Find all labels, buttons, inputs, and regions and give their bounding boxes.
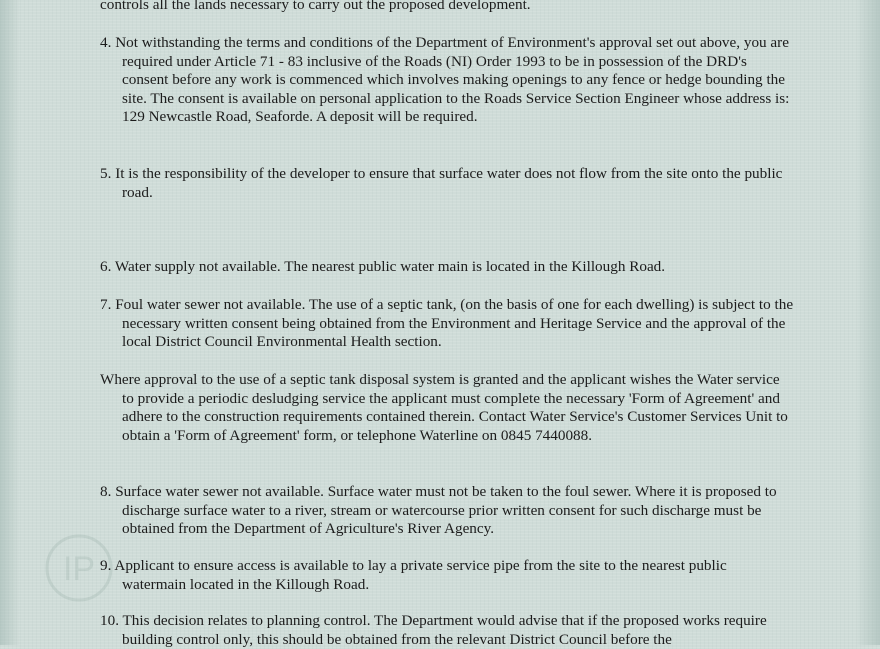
condition-number: 6.	[100, 258, 112, 275]
condition-9	[100, 557, 794, 594]
condition-number: 10.	[100, 612, 119, 629]
condition-number: 8.	[100, 483, 112, 500]
watermark-text: IP	[62, 550, 96, 588]
note-text: Where approval to the use of a septic tank disposal system is granted and the applicant wishes the Water service to provide a periodic desludging service the applicant must complete the necessary 'Form of Agreement' and adhere to the construction requirements contained therein. Contact Water Service's Customer Services Unit to obtain a 'Form of Agreement' form, or telephone Waterline on 0845 7440088.	[100, 371, 788, 444]
page-edge-right	[856, 0, 880, 645]
condition-text: Water supply not available. The nearest public water main is located in the Killough Road.	[114, 258, 666, 275]
condition-text: It is the responsibility of the developer to ensure that surface water does not flow from the site onto the public road.	[115, 165, 783, 201]
condition-6	[100, 258, 794, 277]
condition-number: 5.	[100, 165, 112, 182]
condition-text: Surface water sewer not available. Surface water must not be taken to the foul sewer. Where it is proposed to discharge surface water to a river, stream or watercourse prior written consent for such discharge must be obtained from the Department of Agriculture's River Agency.	[115, 483, 777, 538]
condition-text: This decision relates to planning control. The Department would advise that if the proposed works require building control only, this should be obtained from the relevant District Council before the	[122, 612, 767, 648]
condition-text: Not withstanding the terms and conditions of the Department of Environment's approval set out above, you are required under Article 71 - 83 inclusive of the Roads (NI) Order 1993 to be in possession of the DRD's consent before any work is commenced which involves making openings to any fence or hedge bounding the site. The consent is available on personal application to the Roads Service Section Engineer whose address is: 129 Newcastle Road, Seaforde. A deposit will be required.	[115, 34, 790, 126]
condition-10	[100, 612, 794, 649]
condition-5	[100, 165, 794, 202]
condition-number: 4.	[100, 34, 112, 51]
condition-8	[100, 483, 794, 539]
condition-text: Applicant to ensure access is available to lay a private service pipe from the site to the nearest public watermain located in the Killough Road.	[114, 557, 727, 593]
condition-7	[100, 296, 794, 352]
condition-number: 9.	[100, 557, 112, 574]
partial-top-text: controls all the lands necessary to carry out the proposed development.	[100, 0, 531, 13]
condition-number: 7.	[100, 296, 112, 313]
condition-4	[100, 34, 794, 127]
page-edge-left	[0, 0, 20, 645]
condition-text: Foul water sewer not available. The use of a septic tank, (on the basis of one for each dwelling) is subject to the necessary written consent being obtained from the Environment and Heritage Service and the approval of the local District Council Environmental Health section.	[115, 296, 794, 351]
septic-tank-note	[100, 371, 794, 445]
condition-3-continuation	[100, 0, 794, 15]
